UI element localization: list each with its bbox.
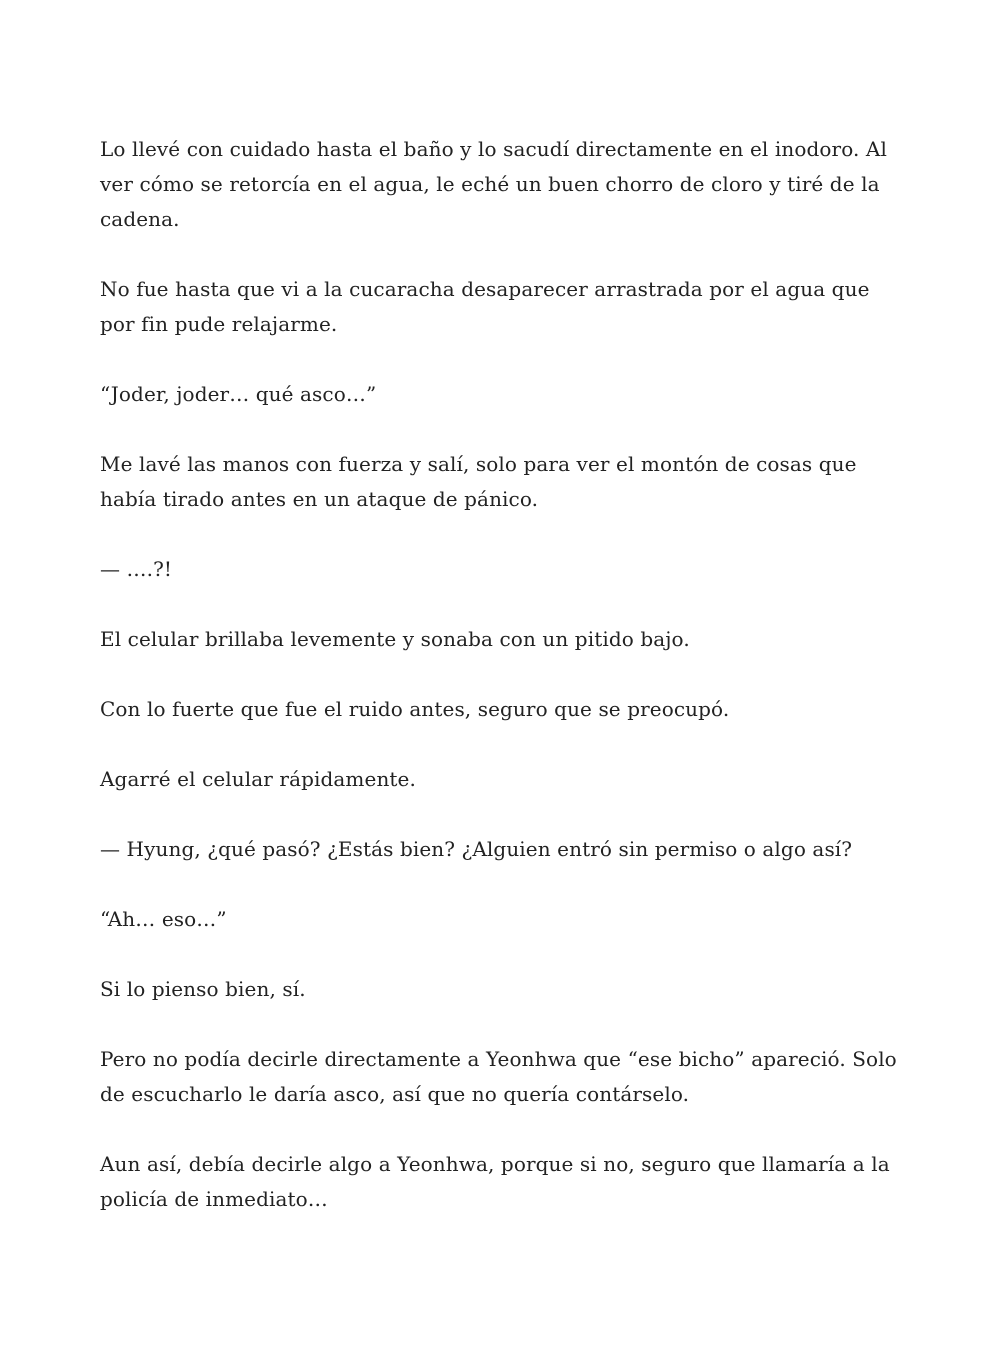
paragraph-11: Si lo pienso bien, sí. [100, 977, 306, 1001]
paragraph-3: “Joder, joder… qué asco…” [100, 382, 377, 406]
paragraph-4: Me lavé las manos con fuerza y salí, solo para ver el montón de cosas que había tirado antes en un ataque de pánico. [100, 452, 857, 511]
paragraph-13: Aun así, debía decirle algo a Yeonhwa, porque si no, seguro que llamaría a la policía de inmediato… [100, 1152, 890, 1211]
paragraph-5: — ….?! [100, 557, 173, 581]
document-body [100, 132, 900, 1252]
paragraph-7: Con lo fuerte que fue el ruido antes, seguro que se preocupó. [100, 697, 730, 721]
paragraph-12: Pero no podía decirle directamente a Yeonhwa que “ese bicho” apareció. Solo de escucharlo le daría asco, así que no quería contárselo. [100, 1047, 897, 1106]
paragraph-6: El celular brillaba levemente y sonaba con un pitido bajo. [100, 627, 690, 651]
paragraph-1: Lo llevé con cuidado hasta el baño y lo sacudí directamente en el inodoro. Al ver cómo se retorcía en el agua, le eché un buen chorro de cloro y tiré de la cadena. [100, 137, 887, 231]
paragraph-9: — Hyung, ¿qué pasó? ¿Estás bien? ¿Alguien entró sin permiso o algo así? [100, 837, 853, 861]
paragraph-8: Agarré el celular rápidamente. [100, 767, 416, 791]
paragraph-2: No fue hasta que vi a la cucaracha desaparecer arrastrada por el agua que por fin pude relajarme. [100, 277, 870, 336]
paragraph-10: “Ah… eso…” [100, 907, 227, 931]
